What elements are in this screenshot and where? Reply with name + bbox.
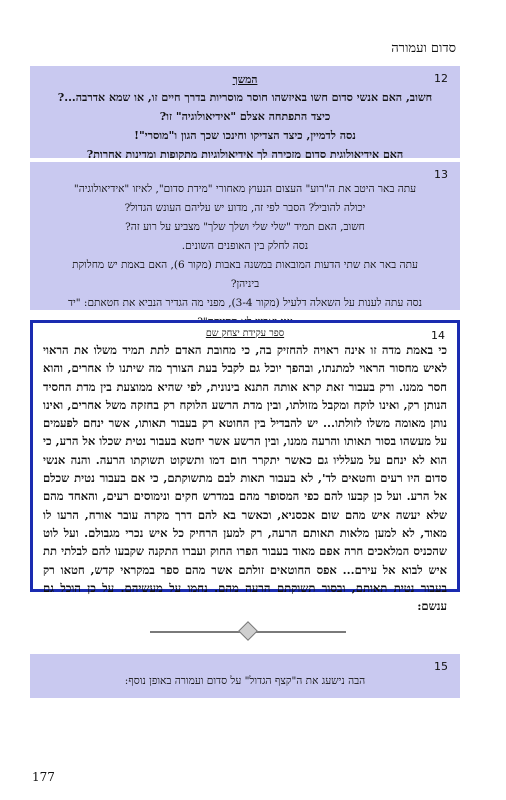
page-number: 177 <box>32 770 55 784</box>
box-number: 15 <box>434 660 448 673</box>
question-box-13 <box>30 162 460 310</box>
box-line: יכולה להוביל? הסבר לפי זה, מדוע יש עליהם העונש הגדול? <box>124 202 366 214</box>
source-text: כי באמת מדה זו אינה ראויה להחזיק בה, כי מחובת האדם לתת תמיד משלו את הראוי לאיש מחסור הראוי למתנתו, ובהפך יוכל גם לקבל בעת הצורך מה שיתנו לו אחרים, והוא חסר ממנו. ורק בעבור זאת קרא אותה התנא בינונית, לפי שהיא ממוצעת בין מדת החסיד הנותן רק, ואינו לוקח ומקבל מזולתו, ובין מדת הרשע הלוקח רק בחזקה משל אחרים, ואינו נותן מאומה משלו לזולתו... יש להבדיל בין החוטא רק בעבור תאותו, אשר ינחם לפעמים על מעשהו בסור תאותו והרעה ממנו, ובין הרשע אשר יחטא בעבור נטית שכלו אל הרע, כי הוא לא ינחם על מעלליו גם כאשר יתקרר חום דמו ותשקוט תשוקתו הרעה. והנה אנשי סדום היו רעים וחטאים לד', לא בעבור תאות לבם מתשוקתם, כי אם בעבור נטית שכלם אל הרע. ועל כן קבעו להם כפי המסופר מהם במדרש חקים ונימוסים רעים, והאחד מהם שלא יעשה איש מהם שום אכסניא, וכאשר בא להם דרך מקרה עובר אורח, הרעו לו מאוד, לא למען מלאות תאותם הרעה, רק למען הרחיק כל איש נכרי מגבולם. ועל לוט שהכניס המלאכים חרה אפם מאוד בעבור הפרו החוק ועברו התקנה שקבעו להם לבלתי תת איש לבוא אל עירם... אפס החוטאים זולתם אשר מהם ספר במקראי קדש, חטאו רק בעבור נטית תאותם, ובסור תשוקתם הרעה מהם. נחמו על מעשיהם. על כן הוכל גם ענשם: <box>43 343 447 614</box>
diamond-ornament-icon <box>238 621 258 641</box>
question-box-12 <box>30 66 460 161</box>
box-number: 13 <box>434 168 448 181</box>
box-line: חשוב, האם תמיד "שלי שלי ושלך שלך" מצביע על רוע זה? <box>125 221 365 233</box>
box-title: המשך <box>232 74 258 86</box>
source-citation: ספר עקידת יצחק שם <box>205 328 285 339</box>
box-line: עתה באר היטב את ה"רוע" העצום הנעוץ מאחורי "מידת סדום", לאיזו "אידיאולוגיה" <box>73 183 417 195</box>
box-line: נסה עתה לענות על השאלה דלעיל (מקור 3-4), מפני מה הגדיר הנביא את חטאתם: "יד <box>67 297 423 309</box>
box-line: נסה לחלק בין האופנים השונים. <box>181 240 309 252</box>
box-line: הבה נישעג את ה"קצף הגדול" על סדום ועמורה באופן נוסף: <box>124 675 366 687</box>
running-head: סדום ועמורה <box>391 41 456 56</box>
box-line: האם אידיאולוגית סדום מזכירה לך אידיאולוגיות מתקופות ומדינות אחרות? <box>86 148 404 161</box>
box-line: עתה באר את שתי הדעות המובאות במשנה באבות (מקור 6), האם באמת יש מחלוקת <box>72 259 418 271</box>
box-number: 12 <box>434 72 448 85</box>
box-line: כיצד התפתחה אצלם "אידיאולוגיה" זו? <box>159 110 331 123</box>
source-box-14 <box>30 320 460 614</box>
box-number: 14 <box>431 329 445 342</box>
question-box-15 <box>30 654 460 698</box>
box-line: נסה לדמיין, כיצד הצדיקו וחינכו שכך הגון ו"מוסרי"! <box>134 129 356 142</box>
section-divider <box>150 624 346 640</box>
box-line: ביניהן? <box>230 278 260 290</box>
box-line: חשוב, האם אנשי סדום חשו באיזשהו חוסר מוסריות בדרך חיים זו, או שמא אדרבה...? <box>57 91 433 104</box>
